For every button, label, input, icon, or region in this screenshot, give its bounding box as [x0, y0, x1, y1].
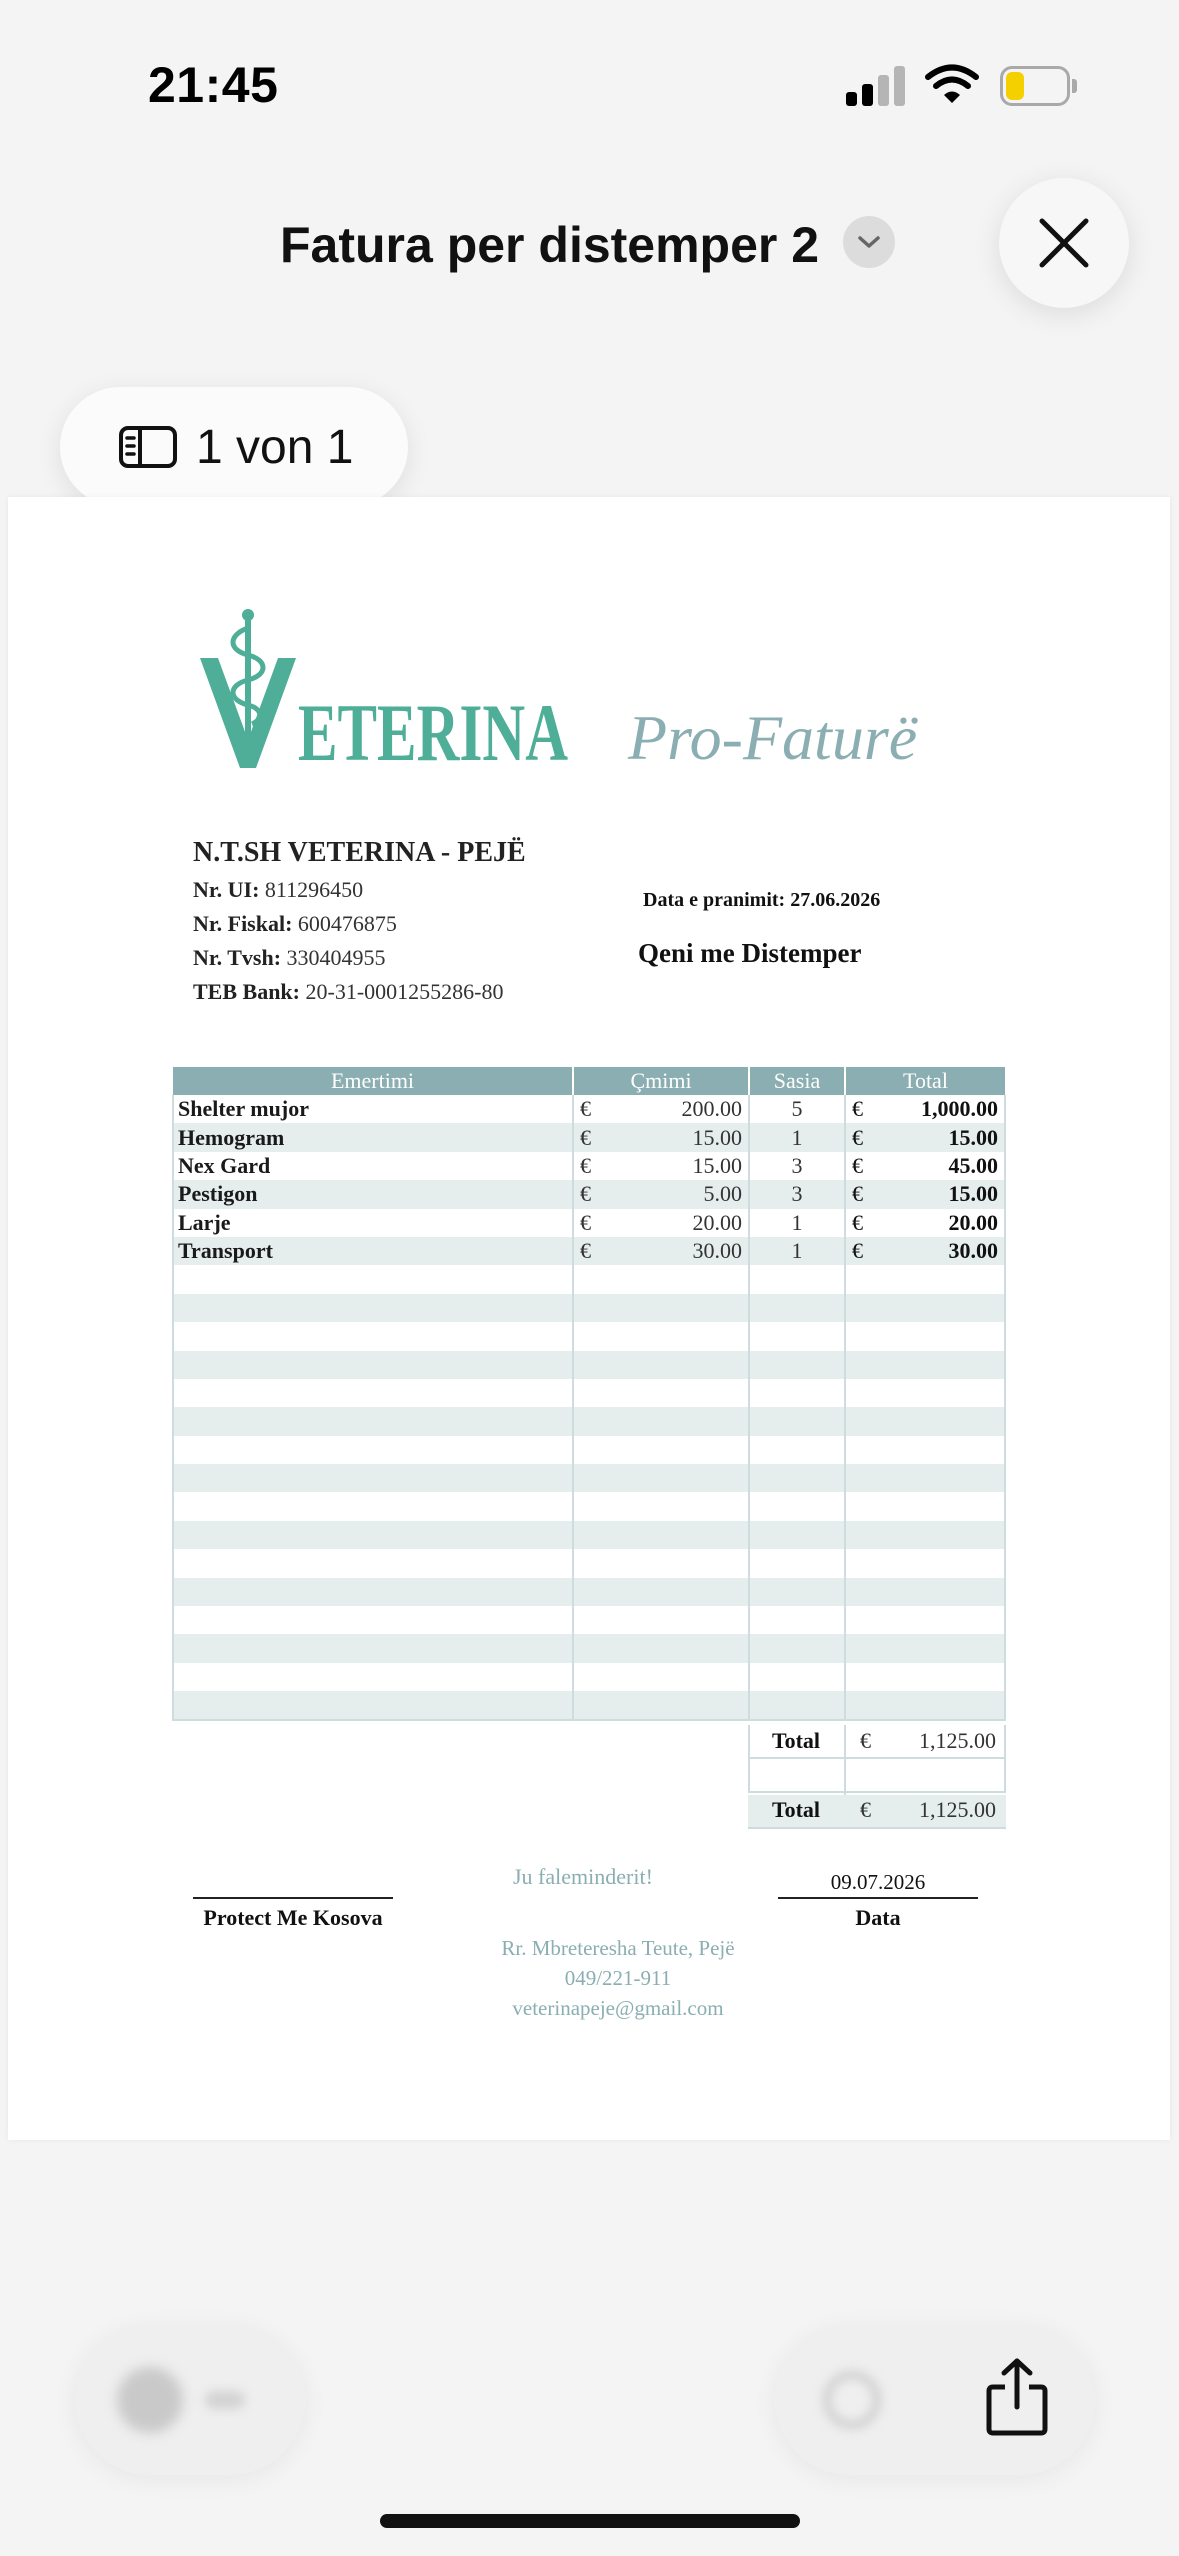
item-price: € 15.00	[573, 1152, 749, 1180]
currency-symbol: €	[852, 1096, 863, 1122]
item-total: € 20.00	[845, 1209, 1005, 1237]
column-header: Emertimi	[173, 1067, 573, 1095]
item-name: Larje	[173, 1209, 573, 1237]
item-price	[573, 1492, 749, 1520]
empty-row	[173, 1294, 1005, 1322]
item-price	[573, 1663, 749, 1691]
status-bar	[0, 0, 1179, 150]
empty-row	[173, 1464, 1005, 1492]
cellular-signal-icon	[846, 66, 904, 106]
item-total: € 15.00	[845, 1180, 1005, 1208]
invoice-table	[172, 1067, 1006, 1721]
subtotal-currency: €	[860, 1728, 871, 1753]
item-name	[173, 1634, 573, 1662]
signature-left	[193, 1897, 393, 1931]
currency-symbol: €	[852, 1181, 863, 1207]
chevron-down-icon	[857, 235, 881, 249]
item-name	[173, 1492, 573, 1520]
currency-symbol: €	[852, 1152, 863, 1178]
company-ui: Nr. UI: 811296450	[193, 877, 364, 902]
item-name	[173, 1322, 573, 1350]
item-price	[573, 1691, 749, 1719]
markup-button[interactable]	[75, 2325, 305, 2475]
item-price	[573, 1464, 749, 1492]
currency-symbol: €	[580, 1238, 591, 1264]
item-total	[845, 1549, 1005, 1577]
title-bar	[0, 190, 1179, 300]
item-name	[173, 1407, 573, 1435]
currency-symbol: €	[852, 1238, 863, 1264]
item-quantity	[749, 1578, 845, 1606]
item-name: Shelter mujor	[173, 1095, 573, 1123]
invoice-subject: Qeni me Distemper	[638, 938, 862, 968]
item-price	[573, 1322, 749, 1350]
item-quantity	[749, 1606, 845, 1634]
currency-symbol: €	[580, 1124, 591, 1150]
item-price	[573, 1578, 749, 1606]
grand-total-label: Total	[771, 1797, 821, 1822]
signature-right-label: Data	[855, 1905, 901, 1930]
item-name	[173, 1691, 573, 1719]
item-total	[845, 1634, 1005, 1662]
table-row	[173, 1095, 1005, 1123]
item-name: Hemogram	[173, 1123, 573, 1151]
item-name	[173, 1578, 573, 1606]
item-name	[173, 1379, 573, 1407]
item-quantity: 3	[749, 1180, 845, 1208]
footer-contact	[388, 1933, 848, 2023]
item-quantity	[749, 1265, 845, 1293]
empty-row	[173, 1492, 1005, 1520]
item-quantity	[749, 1549, 845, 1577]
item-total	[845, 1294, 1005, 1322]
item-total	[845, 1265, 1005, 1293]
item-total	[845, 1606, 1005, 1634]
empty-row	[173, 1322, 1005, 1350]
item-price	[573, 1294, 749, 1322]
item-name	[173, 1436, 573, 1464]
company-bank: TEB Bank: 20-31-0001255286-80	[193, 979, 504, 1004]
item-price	[573, 1634, 749, 1662]
item-name	[173, 1663, 573, 1691]
caduceus-logo-icon	[198, 610, 578, 778]
table-row	[173, 1152, 1005, 1180]
grand-total-currency: €	[860, 1797, 871, 1822]
table-body	[173, 1095, 1005, 1720]
item-price	[573, 1265, 749, 1293]
totals-area	[748, 1725, 1006, 1829]
close-button[interactable]	[999, 178, 1129, 308]
empty-row	[173, 1578, 1005, 1606]
item-total: € 1,000.00	[845, 1095, 1005, 1123]
thanks-note: Ju faleminderit!	[513, 1864, 653, 1889]
currency-symbol: €	[852, 1209, 863, 1235]
wifi-icon	[926, 64, 978, 104]
signature-right	[778, 1870, 978, 1931]
item-quantity	[749, 1407, 845, 1435]
item-price: € 30.00	[573, 1237, 749, 1265]
currency-symbol: €	[580, 1152, 591, 1178]
item-quantity: 5	[749, 1095, 845, 1123]
empty-row	[173, 1691, 1005, 1719]
item-price	[573, 1407, 749, 1435]
page-indicator-button[interactable]	[60, 387, 408, 507]
subtotal-value: 1,125.00	[919, 1728, 996, 1753]
item-name	[173, 1549, 573, 1577]
column-header: Total	[845, 1067, 1005, 1095]
company-info	[193, 837, 526, 1009]
signature-left-label: Protect Me Kosova	[203, 1905, 383, 1930]
empty-row	[173, 1634, 1005, 1662]
item-quantity	[749, 1464, 845, 1492]
item-quantity	[749, 1691, 845, 1719]
search-icon[interactable]	[823, 2371, 881, 2429]
empty-row	[173, 1436, 1005, 1464]
empty-row	[173, 1379, 1005, 1407]
item-total	[845, 1322, 1005, 1350]
empty-row	[173, 1407, 1005, 1435]
table-row	[173, 1180, 1005, 1208]
empty-row	[173, 1549, 1005, 1577]
subtotal-label: Total	[771, 1728, 821, 1753]
item-total	[845, 1663, 1005, 1691]
item-price: € 20.00	[573, 1209, 749, 1237]
table-row	[173, 1237, 1005, 1265]
item-quantity: 1	[749, 1209, 845, 1237]
blurred-label	[205, 2391, 245, 2409]
item-price: € 15.00	[573, 1123, 749, 1151]
column-header: Çmimi	[573, 1067, 749, 1095]
item-total	[845, 1691, 1005, 1719]
item-price	[573, 1351, 749, 1379]
table-row	[173, 1123, 1005, 1151]
item-quantity	[749, 1379, 845, 1407]
company-tvsh: Nr. Tvsh: 330404955	[193, 945, 386, 970]
item-name: Nex Gard	[173, 1152, 573, 1180]
currency-symbol: €	[852, 1124, 863, 1150]
empty-row	[173, 1606, 1005, 1634]
item-price	[573, 1379, 749, 1407]
receive-date: Data e pranimit: 27.06.2026	[643, 889, 881, 911]
footer-address: Rr. Mbreteresha Teute, Pejë	[501, 1936, 735, 1960]
item-total	[845, 1492, 1005, 1520]
item-total	[845, 1407, 1005, 1435]
item-quantity: 1	[749, 1237, 845, 1265]
page-indicator-label: 1 von 1	[196, 420, 354, 474]
item-name	[173, 1606, 573, 1634]
item-quantity	[749, 1663, 845, 1691]
item-quantity: 1	[749, 1123, 845, 1151]
item-name	[173, 1351, 573, 1379]
item-name	[173, 1464, 573, 1492]
table-row	[173, 1209, 1005, 1237]
status-time: 21:45	[148, 57, 279, 113]
veterina-logo	[198, 610, 578, 778]
item-name: Transport	[173, 1237, 573, 1265]
item-price	[573, 1436, 749, 1464]
company-fiskal: Nr. Fiskal: 600476875	[193, 911, 397, 936]
item-quantity: 3	[749, 1152, 845, 1180]
item-total	[845, 1521, 1005, 1549]
item-total	[845, 1351, 1005, 1379]
battery-icon	[1000, 66, 1076, 106]
signature-date: 09.07.2026	[830, 1870, 926, 1894]
empty-row	[173, 1663, 1005, 1691]
item-quantity	[749, 1351, 845, 1379]
item-price: € 5.00	[573, 1180, 749, 1208]
blurred-icon	[117, 2367, 183, 2433]
sidebar-icon	[118, 425, 178, 469]
item-total: € 15.00	[845, 1123, 1005, 1151]
item-name	[173, 1521, 573, 1549]
company-name: N.T.SH VETERINA - PEJË	[193, 837, 526, 868]
close-icon	[1038, 217, 1090, 269]
item-price	[573, 1521, 749, 1549]
currency-symbol: €	[580, 1096, 591, 1122]
document-type: Pro-Faturë	[628, 702, 918, 773]
item-price	[573, 1549, 749, 1577]
document-page	[8, 497, 1170, 2140]
item-quantity	[749, 1634, 845, 1662]
item-quantity	[749, 1521, 845, 1549]
empty-row	[173, 1521, 1005, 1549]
item-price	[573, 1606, 749, 1634]
item-price: € 200.00	[573, 1095, 749, 1123]
item-quantity	[749, 1322, 845, 1350]
currency-symbol: €	[580, 1181, 591, 1207]
item-quantity	[749, 1492, 845, 1520]
item-total	[845, 1436, 1005, 1464]
footer-email: veterinapeje@gmail.com	[512, 1996, 724, 2020]
column-header: Sasia	[749, 1067, 845, 1095]
item-total	[845, 1578, 1005, 1606]
grand-total-value: 1,125.00	[919, 1797, 996, 1822]
item-name: Pestigon	[173, 1180, 573, 1208]
item-total	[845, 1379, 1005, 1407]
item-total: € 30.00	[845, 1237, 1005, 1265]
empty-row	[173, 1351, 1005, 1379]
share-icon[interactable]	[985, 2357, 1049, 2437]
item-total: € 45.00	[845, 1152, 1005, 1180]
svg-text:ETERINA: ETERINA	[298, 687, 568, 778]
bottom-actions	[775, 2325, 1095, 2475]
footer-phone: 049/221-911	[564, 1966, 672, 1990]
item-quantity	[749, 1436, 845, 1464]
item-quantity	[749, 1294, 845, 1322]
home-indicator[interactable]	[380, 2514, 800, 2528]
empty-row	[173, 1265, 1005, 1293]
table-header-row	[173, 1067, 1005, 1095]
title-menu-button[interactable]	[843, 216, 895, 268]
currency-symbol: €	[580, 1209, 591, 1235]
item-name	[173, 1294, 573, 1322]
item-name	[173, 1265, 573, 1293]
item-total	[845, 1464, 1005, 1492]
document-title[interactable]: Fatura per distemper 2	[280, 217, 820, 273]
